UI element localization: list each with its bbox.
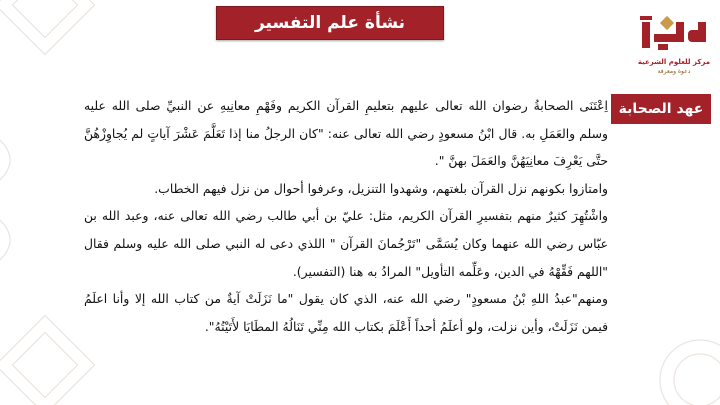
paragraph: واشْتُهِرَ كثيرٌ منهم بتفسيرِ القرآن الكريم، مثل: عليّ بن أبي طالب رضي الله تعالى عنه، وعبد الله بن عبّاس رضي الله عنهما وكان يُسَمَّى "تَرْجُمانَ القرآن " اللذي دعى له النبي صلى الله عليه وسلم فقال "اللهم فَقِّهْهُ في الدين، وعَلِّمه التأويل" المرادُ به هنا (التفسير).	[84, 208, 608, 279]
paragraph: ومنهم"عبدُ اللهِ بْنُ مسعودٍ" رضي الله عنه، الذي كان يقول "ما نَزَلَتْ آيةٌ من كتاب الله إلا وأنا اعلَمُ فيمن نَزَلَتْ، وأين نزلت، ولو أعلَمُ أحداً أَعْلَمَ بكتاب الله مِنِّي تَنَالُهُ المطَايَا لأَتَيْتُهُ".	[84, 291, 608, 334]
logo-subtitle: مركز للعلوم الشرعية	[637, 58, 711, 66]
paragraph: وامتازوا بكونهم نزل القرآن بلغتهم، وشهدوا التنزيل، وعرفوا أحوال من نزل فيهم الخطاب.	[154, 180, 608, 196]
logo-tagline: دعوة ومعرفة	[657, 68, 691, 75]
logo-mark-icon	[638, 12, 710, 54]
slide-title: نشأة علم التفسير	[216, 6, 444, 40]
section-label: عهد الصحابة	[611, 94, 711, 124]
paragraph: اِعْتَنَى الصحابةُ رضوان الله تعالى عليهم بتعليمِ القرآن الكريم وفَهْمِ معانِيهِ عن النبيِّ صلى الله عليه وسلم والعَمَلِ به. قال ابْنُ مسعودٍ رضي الله تعالى عنه: "كان الرجلُ منا إذا تَعَلَّمَ عَشْرَ آياتٍ لم يُجاوِزْهُنَّ حتَّى يَعْرِفَ معانِيَهُنَّ والعَمَلَ بهنَّ ".	[84, 98, 608, 169]
slide-body	[84, 92, 608, 340]
logo	[636, 10, 712, 82]
